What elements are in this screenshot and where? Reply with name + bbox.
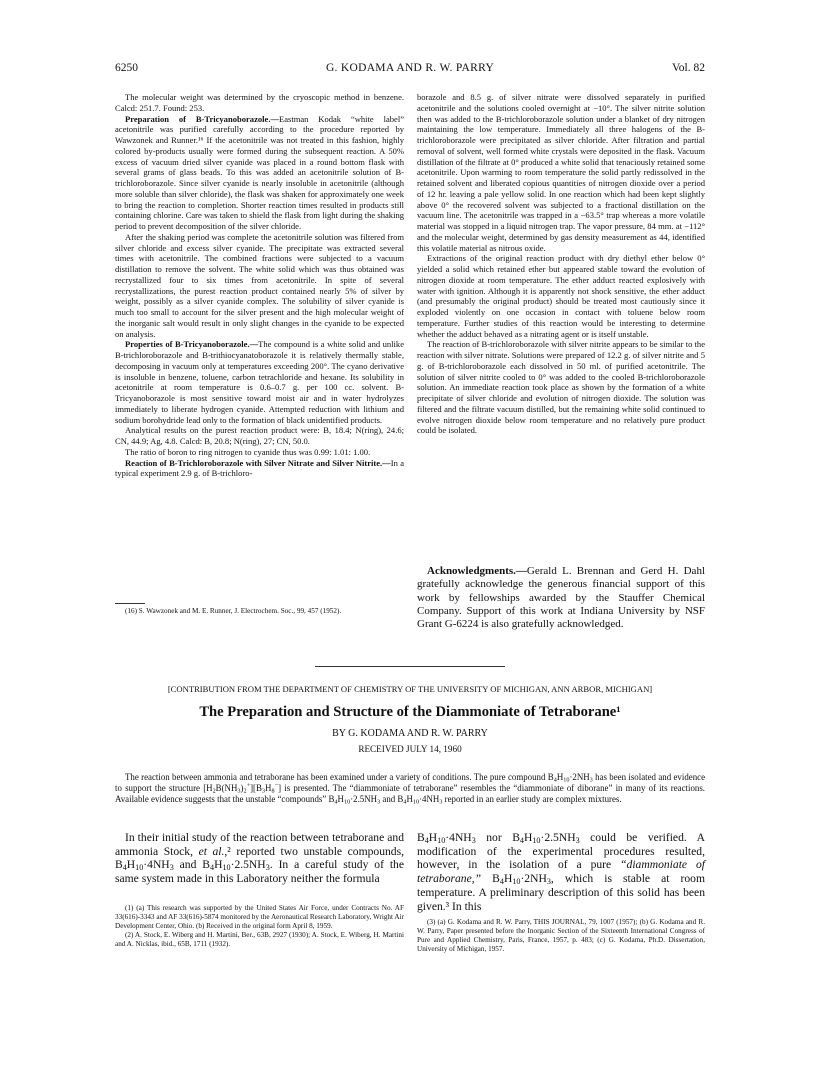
right-column <box>417 92 705 436</box>
section-heading: Reaction of B-Trichloroborazole with Silver Nitrate and Silver Nitrite.— <box>125 457 391 468</box>
paragraph: Preparation of B-Tricyanoborazole.—Eastman Kodak “white label” acetonitrile was purified carefully according to the procedure reported by Wawzonek and Runner.¹⁶ If the acetonitrile was not treated in this fashion, highly colored by-products usually were formed during the subsequent reaction. A 50% excess of vacuum dried silver cyanide was placed in a round bottom flask with several grams of glass beads. To this was added an acetonitrile solution of B-trichloroborazole. Since silver cyanide is nearly insoluble in acetonitrile (although more soluble than silver chloride), the flask was shaken for approximately one week to bring the reaction to completion. Shorter reaction times resulted in products still containing chlorine. Care was taken to shield the flask from light during the shaking period to prevent decomposition of the silver chloride. <box>115 113 404 231</box>
footnote: (16) S. Wawzonek and M. E. Runner, J. Electrochem. Soc., 99, 457 (1952). <box>125 607 342 615</box>
paragraph: borazole and 8.5 g. of silver nitrate were dissolved separately in purified acetonitrile and the solutions cooled overnight at −10°. The silver nitrite solution then was added to the B-trichloroborazole solution under a blanket of dry nitrogen maintaining the low temperature. Immediately all three halogens of the B-trichloroborazole were precipitated as silver chloride. After filtration and partial removal of solvent, well formed white crystals were deposited in the flask. Vacuum distillation of the filtrate at 0° produced a white solid that tenaciously retained some acetonitrile. Upon warming to room temperature the solid partly redissolved in the retained solvent and liberated copious quantities of nitrogen dioxide over a period of 12 hr. leaving a pale yellow solid. In one reaction which had been kept slightly above 0° the recovered solvent was subjected to a fractional distillation on the vacuum line. The acetonitrile was trapped in a −63.5° trap whereas a more volatile material was stopped in a liquid nitrogen trap. The vapor pressure, 84 mm. at −112° and the molecular weight, determined by gas density measurement as 44, identified this volatile material as nitrous oxide. <box>417 92 705 253</box>
intro-left: In their initial study of the reaction between tetraborane and ammonia Stock, et al.,² reported two unstable compounds, $B_4H_{10}\cdot 4NH_3$ and $B_4H_{10}\cdot 2.5NH_3$. In a careful study of the same system made in this Laboratory neither the formula <box>115 831 405 886</box>
paragraph: After the shaking period was complete the acetonitrile solution was filtered from silver chloride and excess silver cyanide. The precipitate was extracted several times with acetonitrile. The combined fractions were subjected to a vacuum distillation to remove the solvent. The white solid which was thus obtained was recrystallized four to six times from acetonitrile. In spite of several recrystallizations, the purest reaction product contained nearly 5% of silver by weight, possibly as a silver cyanide complex. The solubility of silver cyanide is much too small to account for the silver present and the high molecular weight of the inorganic salt would result in only slight changes in the cyanide to be expected on analysis. <box>115 231 404 339</box>
abstract: The reaction between ammonia and tetraborane has been examined under a variety of conditions. The pure compound $B_4H_{10}\cdot 2NH_3$ has been isolated and evidence to support the structure $[H_2B(NH_3)_2^+][B_3H_8^-]$ is presented. The “diammoniate of tetraborane” resembles the “diammoniate of diborane” in many of its reactions. Available evidence suggests that the unstable “compounds” $B_4H_{10}\cdot 2.5NH_3$ and $B_4H_{10}\cdot 4NH_3$ reported in an earlier study are complex mixtures. <box>115 772 706 806</box>
running-head: G. KODAMA AND R. W. PARRY <box>325 62 495 74</box>
footnotes-left: (1) (a) This research was supported by the United States Air Force, under Contracts No. AF 33(616)-3343 and AF 33(616)-5874 monitored by the Aeronautical Research Laboratory, Wright Air Development Center, Ohio. (b) Received in the original form April 8, 1959. (2) A. Stock, E. Wiberg and H. Martini, Ber., 63B, 2927 (1930); A. Stock, E. Wiberg, H. Martini and A. Nicklas, ibid., 65B, 1711 (1932). <box>115 904 404 948</box>
paragraph: The ratio of boron to ring nitrogen to cyanide thus was 0.99: 1.01: 1.00. <box>125 446 371 457</box>
paragraph: The molecular weight was determined by the cryoscopic method in benzene. Calcd: 251.7. Found: 253. <box>115 92 404 113</box>
footnote-rule <box>115 603 145 604</box>
paragraph: The reaction of B-trichloroborazole with silver nitrite appears to be similar to the reaction with silver nitrate. Solutions were prepared of 12.2 g. of silver nitrite and 5 g. of B-trichloroborazole each dissolved in 50 ml. of purified acetonitrile. The solution of silver nitrite cooled to 0° was added to the cooled B-trichloroborazole solution. An immediate reaction took place as shown by the formation of a white precipitate of silver chloride and evolution of nitrogen dioxide. The solution was filtered and the filtrate vacuum distilled, but the remaining white solid continued to evolve nitrogen dioxide below room temperature and no relatively pure product could be isolated. <box>417 339 705 436</box>
authors: BY G. KODAMA AND R. W. PARRY <box>332 728 488 739</box>
acknowledgments: Acknowledgments.—Gerald L. Brennan and Gerd H. Dahl gratefully acknowledge the generous financial support of this work by fellowships awarded by the Stauffer Chemical Company. Support of this work at Indiana University by NSF Grant G-6224 is also gratefully acknowledged. <box>417 565 705 631</box>
intro-right: $B_4H_{10}\cdot 4NH_3$ nor $B_4H_{10}\cdot 2.5NH_3$ could be verified. A modification of the experimental procedures resulted, however, in the isolation of a pure “diammoniate of tetraborane,” $B_4H_{10}\cdot 2NH_3$, which is stable at room temperature. A preliminary description of this solid has been given.³ In this <box>417 831 706 913</box>
volume-label: Vol. 82 <box>671 62 705 74</box>
article-separator <box>315 666 505 667</box>
section-heading: Preparation of B-Tricyanoborazole.— <box>125 113 279 124</box>
article-title: The Preparation and Structure of the Diammoniate of Tetraborane¹ <box>199 704 621 720</box>
paragraph: Analytical results on the purest reaction product were: B, 18.4; N(ring), 24.6; CN, 44.9; Ag, 4.8. Calcd: B, 20.8; N(ring), 27; CN, 50.0. <box>115 425 404 446</box>
received-date: RECEIVED JULY 14, 1960 <box>358 744 462 754</box>
running-header <box>115 62 705 78</box>
paragraph: Extractions of the original reaction product with dry diethyl ether below 0° yielded a solid which retained ether but appeared stable toward the evolution of nitrogen dioxide at room temperature. The ether adduct reacted explosively with water with ignition. Although it is apparently not shock sensitive, the ether adduct (and presumably the original product) should be treated most cautiously since it exploded violently on one occasion in contact with toluene below room temperature. Further studies of this reaction would be interesting to determine whether the adduct behaved as a nitrating agent or is itself unstable. <box>417 253 705 339</box>
left-column <box>115 92 404 479</box>
section-heading: Acknowledgments.— <box>427 565 527 577</box>
paragraph: Properties of B-Tricyanoborazole.—The compound is a white solid and unlike B-trichloroborazole and B-trithiocyanatoborazole it is relatively thermally stable, decomposing in vacuum only at temperatures exceeding 200°. The cyano derivative is insoluble in benzene, toluene, carbon tetrachloride and hexane. Its solubility in acetonitrile at room temperature is 0.6–0.7 g. per 100 cc. solvent. B-Tricyanoborazole is most sensitive toward moist air and in water hydrolyzes immediately to liberate hydrogen cyanide. Attempted reduction with lithium and sodium borohydride lead only to the formation of black unidentified products. <box>115 339 405 425</box>
page-number: 6250 <box>115 62 138 74</box>
section-heading: Properties of B-Tricyanoborazole.— <box>125 339 259 350</box>
paragraph: Reaction of B-Trichloroborazole with Silver Nitrate and Silver Nitrite.—In a typical experiment 2.9 g. of B-trichloro- <box>115 457 404 479</box>
footnotes-right: (3) (a) G. Kodama and R. W. Parry, THIS JOURNAL, 79, 1007 (1957); (b) G. Kodama and R. W. Parry, Paper presented before the Inorganic Section of the Sixteenth International Congress of Pure and Applied Chemistry, Paris, France, 1957, p. 483; (c) G. Kodama, Ph.D. Dissertation, University of Michigan, 1957. <box>417 918 705 953</box>
contribution-line: [CONTRIBUTION FROM THE DEPARTMENT OF CHEMISTRY OF THE UNIVERSITY OF MICHIGAN, ANN ARBOR, MICHIGAN] <box>167 684 653 694</box>
